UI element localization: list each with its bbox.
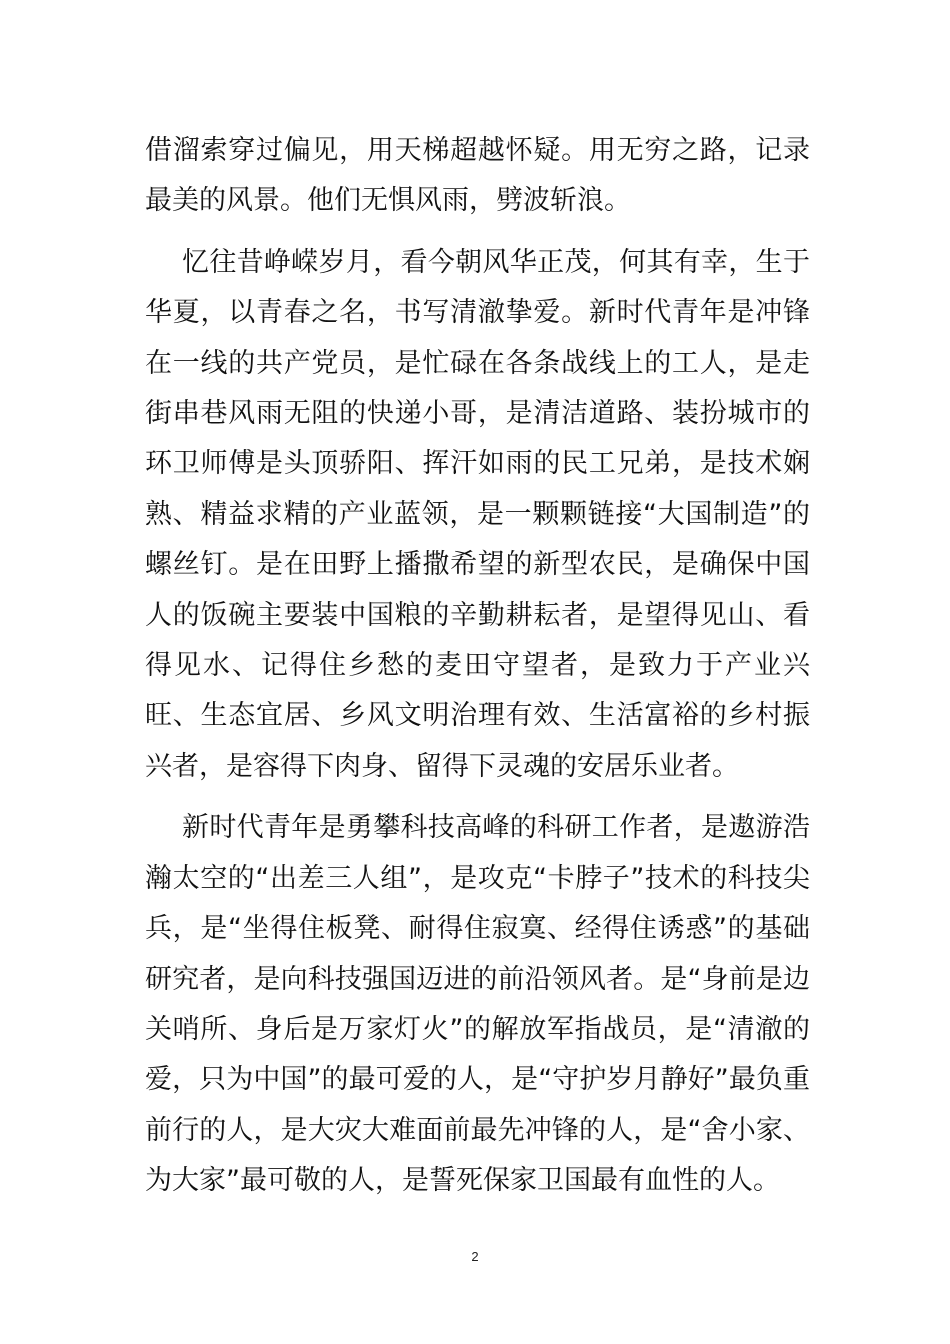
body-text (145, 126, 810, 1218)
paragraph-1: 借溜索穿过偏见，用天梯超越怀疑。用无穷之路，记录最美的风景。他们无惧风雨，劈波斩浪。 (145, 135, 810, 217)
paragraph-3: 新时代青年是勇攀科技高峰的科研工作者，是遨游浩瀚太空的“出差三人组”，是攻克“卡脖子”技术的科技尖兵，是“坐得住板凳、耐得住寂寞、经得住诱惑”的基础研究者，是向科技强国迈进的前沿领风者。是“身前是边关哨所、身后是万家灯火”的解放军指战员，是“清澈的爱，只为中国”的最可爱的人，是“守护岁月静好”最负重前行的人，是大灾大难面前最先冲锋的人，是“舍小家、为大家”最可敬的人，是誓死保家卫国最有血性的人。 (145, 812, 810, 1197)
page-number: 2 (471, 1249, 479, 1264)
paragraph-2: 忆往昔峥嵘岁月，看今朝风华正茂，何其有幸，生于华夏，以青春之名，书写清澈挚爱。新时代青年是冲锋在一线的共产党员，是忙碌在各条战线上的工人，是走街串巷风雨无阻的快递小哥，是清洁道路、装扮城市的环卫师傅是头顶骄阳、挥汗如雨的民工兄弟，是技术娴熟、精益求精的产业蓝领，是一颗颗链接“大国制造”的螺丝钉。是在田野上播撒希望的新型农民，是确保中国人的饭碗主要装中国粮的辛勤耕耘者，是望得见山、看得见水、记得住乡愁的麦田守望者，是致力于产业兴旺、生态宜居、乡风文明治理有效、生活富裕的乡村振兴者，是容得下肉身、留得下灵魂的安居乐业者。 (145, 246, 810, 782)
